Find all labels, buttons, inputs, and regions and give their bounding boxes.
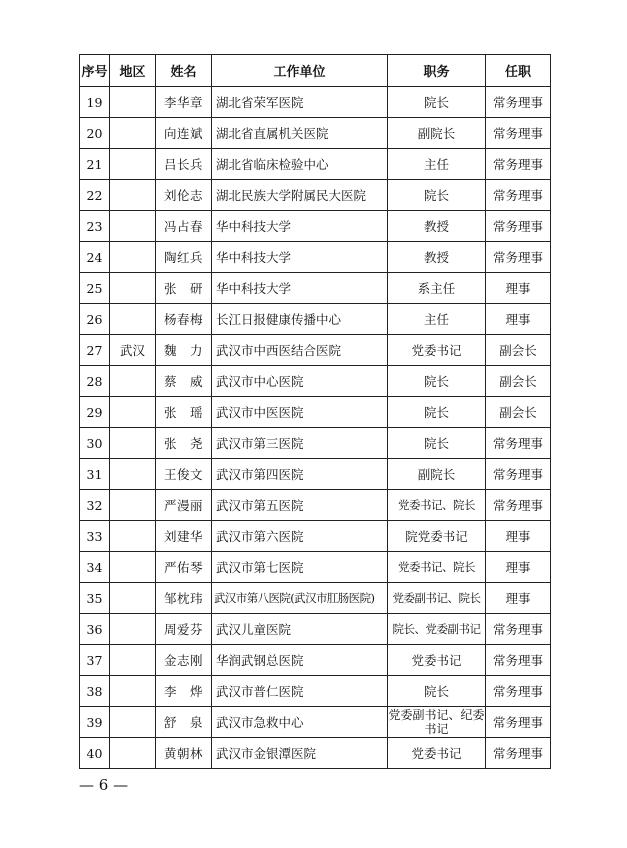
header-name: 姓名	[156, 55, 212, 87]
cell-region	[110, 242, 156, 273]
cell-role: 理事	[486, 304, 551, 335]
cell-name: 冯占春	[156, 211, 212, 242]
cell-unit: 武汉市中西医结合医院	[212, 335, 388, 366]
cell-role: 常务理事	[486, 707, 551, 738]
cell-position: 副院长	[388, 118, 486, 149]
cell-role: 常务理事	[486, 645, 551, 676]
cell-region	[110, 490, 156, 521]
table-row	[80, 738, 551, 769]
cell-region	[110, 428, 156, 459]
cell-no: 32	[80, 490, 110, 521]
cell-no: 34	[80, 552, 110, 583]
cell-role: 常务理事	[486, 118, 551, 149]
cell-position: 院长	[388, 428, 486, 459]
table-row	[80, 459, 551, 490]
cell-role: 副会长	[486, 335, 551, 366]
cell-role: 常务理事	[486, 428, 551, 459]
cell-no: 20	[80, 118, 110, 149]
cell-role: 理事	[486, 273, 551, 304]
cell-no: 31	[80, 459, 110, 490]
cell-region	[110, 87, 156, 118]
cell-role: 副会长	[486, 397, 551, 428]
cell-position: 院长	[388, 180, 486, 211]
cell-position: 党委书记	[388, 645, 486, 676]
cell-unit: 华中科技大学	[212, 242, 388, 273]
cell-unit: 武汉市第三医院	[212, 428, 388, 459]
cell-position: 系主任	[388, 273, 486, 304]
cell-unit: 湖北省临床检验中心	[212, 149, 388, 180]
cell-position: 教授	[388, 211, 486, 242]
table-row	[80, 490, 551, 521]
cell-role: 常务理事	[486, 490, 551, 521]
cell-role: 副会长	[486, 366, 551, 397]
cell-name: 杨春梅	[156, 304, 212, 335]
header-no: 序号	[80, 55, 110, 87]
cell-name: 张 尧	[156, 428, 212, 459]
cell-no: 27	[80, 335, 110, 366]
cell-unit: 武汉市第五医院	[212, 490, 388, 521]
cell-unit: 华润武钢总医院	[212, 645, 388, 676]
cell-name: 刘建华	[156, 521, 212, 552]
cell-name: 黄朝林	[156, 738, 212, 769]
header-unit: 工作单位	[212, 55, 388, 87]
cell-unit: 武汉市急救中心	[212, 707, 388, 738]
cell-no: 23	[80, 211, 110, 242]
cell-position: 党委副书记、院长	[388, 583, 486, 614]
cell-unit: 武汉市金银潭医院	[212, 738, 388, 769]
cell-no: 40	[80, 738, 110, 769]
cell-position: 院党委书记	[388, 521, 486, 552]
table-row	[80, 149, 551, 180]
cell-no: 35	[80, 583, 110, 614]
cell-role: 常务理事	[486, 459, 551, 490]
cell-name: 李 烨	[156, 676, 212, 707]
table-row	[80, 552, 551, 583]
cell-region	[110, 521, 156, 552]
cell-name: 张 研	[156, 273, 212, 304]
cell-position: 党委书记	[388, 335, 486, 366]
cell-no: 19	[80, 87, 110, 118]
cell-role: 理事	[486, 583, 551, 614]
cell-role: 常务理事	[486, 676, 551, 707]
cell-position: 院长	[388, 397, 486, 428]
table-row	[80, 273, 551, 304]
cell-unit: 武汉市普仁医院	[212, 676, 388, 707]
cell-name: 魏 力	[156, 335, 212, 366]
cell-unit: 华中科技大学	[212, 273, 388, 304]
cell-role: 常务理事	[486, 738, 551, 769]
table-row	[80, 87, 551, 118]
cell-name: 金志刚	[156, 645, 212, 676]
table-row	[80, 118, 551, 149]
cell-name: 李华章	[156, 87, 212, 118]
cell-region	[110, 118, 156, 149]
cell-name: 陶红兵	[156, 242, 212, 273]
header-position: 职务	[388, 55, 486, 87]
cell-name: 严漫丽	[156, 490, 212, 521]
cell-no: 22	[80, 180, 110, 211]
cell-unit: 武汉市中医医院	[212, 397, 388, 428]
table-row	[80, 614, 551, 645]
cell-position: 院长	[388, 87, 486, 118]
cell-region: 武汉	[110, 335, 156, 366]
cell-region	[110, 707, 156, 738]
cell-role: 常务理事	[486, 87, 551, 118]
cell-name: 舒 泉	[156, 707, 212, 738]
cell-role: 常务理事	[486, 149, 551, 180]
cell-unit: 湖北省直属机关医院	[212, 118, 388, 149]
cell-unit: 湖北民族大学附属民大医院	[212, 180, 388, 211]
cell-position: 主任	[388, 149, 486, 180]
cell-position: 副院长	[388, 459, 486, 490]
cell-region	[110, 552, 156, 583]
cell-position: 党委书记	[388, 738, 486, 769]
table-row	[80, 676, 551, 707]
table-row	[80, 397, 551, 428]
cell-region	[110, 583, 156, 614]
cell-name: 向连斌	[156, 118, 212, 149]
cell-region	[110, 645, 156, 676]
cell-role: 常务理事	[486, 180, 551, 211]
cell-position: 党委副书记、纪委书记	[388, 708, 485, 736]
cell-region	[110, 366, 156, 397]
table-row	[80, 180, 551, 211]
cell-unit: 武汉儿童医院	[212, 614, 388, 645]
table-row	[80, 304, 551, 335]
table-row	[80, 366, 551, 397]
header-region: 地区	[110, 55, 156, 87]
cell-no: 21	[80, 149, 110, 180]
cell-name: 严佑琴	[156, 552, 212, 583]
cell-region	[110, 304, 156, 335]
cell-unit: 武汉市第八医院(武汉市肛肠医院)	[212, 583, 388, 614]
cell-position: 院长	[388, 676, 486, 707]
members-table	[79, 54, 551, 769]
cell-no: 28	[80, 366, 110, 397]
cell-name: 王俊文	[156, 459, 212, 490]
cell-position: 党委书记、院长	[388, 552, 486, 583]
table-row	[80, 645, 551, 676]
cell-unit: 长江日报健康传播中心	[212, 304, 388, 335]
cell-name: 张 瑶	[156, 397, 212, 428]
cell-no: 26	[80, 304, 110, 335]
cell-no: 25	[80, 273, 110, 304]
cell-region	[110, 273, 156, 304]
cell-region	[110, 459, 156, 490]
cell-role: 常务理事	[486, 211, 551, 242]
cell-position: 党委书记、院长	[388, 490, 486, 521]
page-number: — 6 —	[79, 776, 129, 794]
cell-position: 院长	[388, 366, 486, 397]
table-row	[80, 428, 551, 459]
cell-name: 蔡 威	[156, 366, 212, 397]
cell-role: 常务理事	[486, 242, 551, 273]
cell-no: 36	[80, 614, 110, 645]
cell-role: 常务理事	[486, 614, 551, 645]
cell-unit: 武汉市第四医院	[212, 459, 388, 490]
cell-position: 院长、党委副书记	[388, 614, 486, 645]
cell-region	[110, 149, 156, 180]
cell-region	[110, 180, 156, 211]
table-row	[80, 335, 551, 366]
cell-no: 37	[80, 645, 110, 676]
cell-region	[110, 614, 156, 645]
cell-unit: 武汉市中心医院	[212, 366, 388, 397]
cell-region	[110, 738, 156, 769]
cell-no: 29	[80, 397, 110, 428]
cell-role: 理事	[486, 552, 551, 583]
cell-position: 教授	[388, 242, 486, 273]
cell-no: 39	[80, 707, 110, 738]
cell-unit: 武汉市第七医院	[212, 552, 388, 583]
cell-unit: 湖北省荣军医院	[212, 87, 388, 118]
cell-role: 理事	[486, 521, 551, 552]
cell-unit: 华中科技大学	[212, 211, 388, 242]
cell-no: 24	[80, 242, 110, 273]
cell-no: 30	[80, 428, 110, 459]
cell-name: 周爱芬	[156, 614, 212, 645]
cell-no: 38	[80, 676, 110, 707]
table-row	[80, 583, 551, 614]
table-row	[80, 521, 551, 552]
table-row	[80, 242, 551, 273]
cell-no: 33	[80, 521, 110, 552]
cell-region	[110, 676, 156, 707]
cell-region	[110, 211, 156, 242]
cell-unit: 武汉市第六医院	[212, 521, 388, 552]
cell-name: 邹枕玮	[156, 583, 212, 614]
table-row	[80, 707, 551, 738]
table-row	[80, 211, 551, 242]
cell-name: 吕长兵	[156, 149, 212, 180]
cell-region	[110, 397, 156, 428]
table-header-row	[80, 55, 551, 87]
cell-name: 刘伦志	[156, 180, 212, 211]
header-role: 任职	[486, 55, 551, 87]
cell-position: 主任	[388, 304, 486, 335]
